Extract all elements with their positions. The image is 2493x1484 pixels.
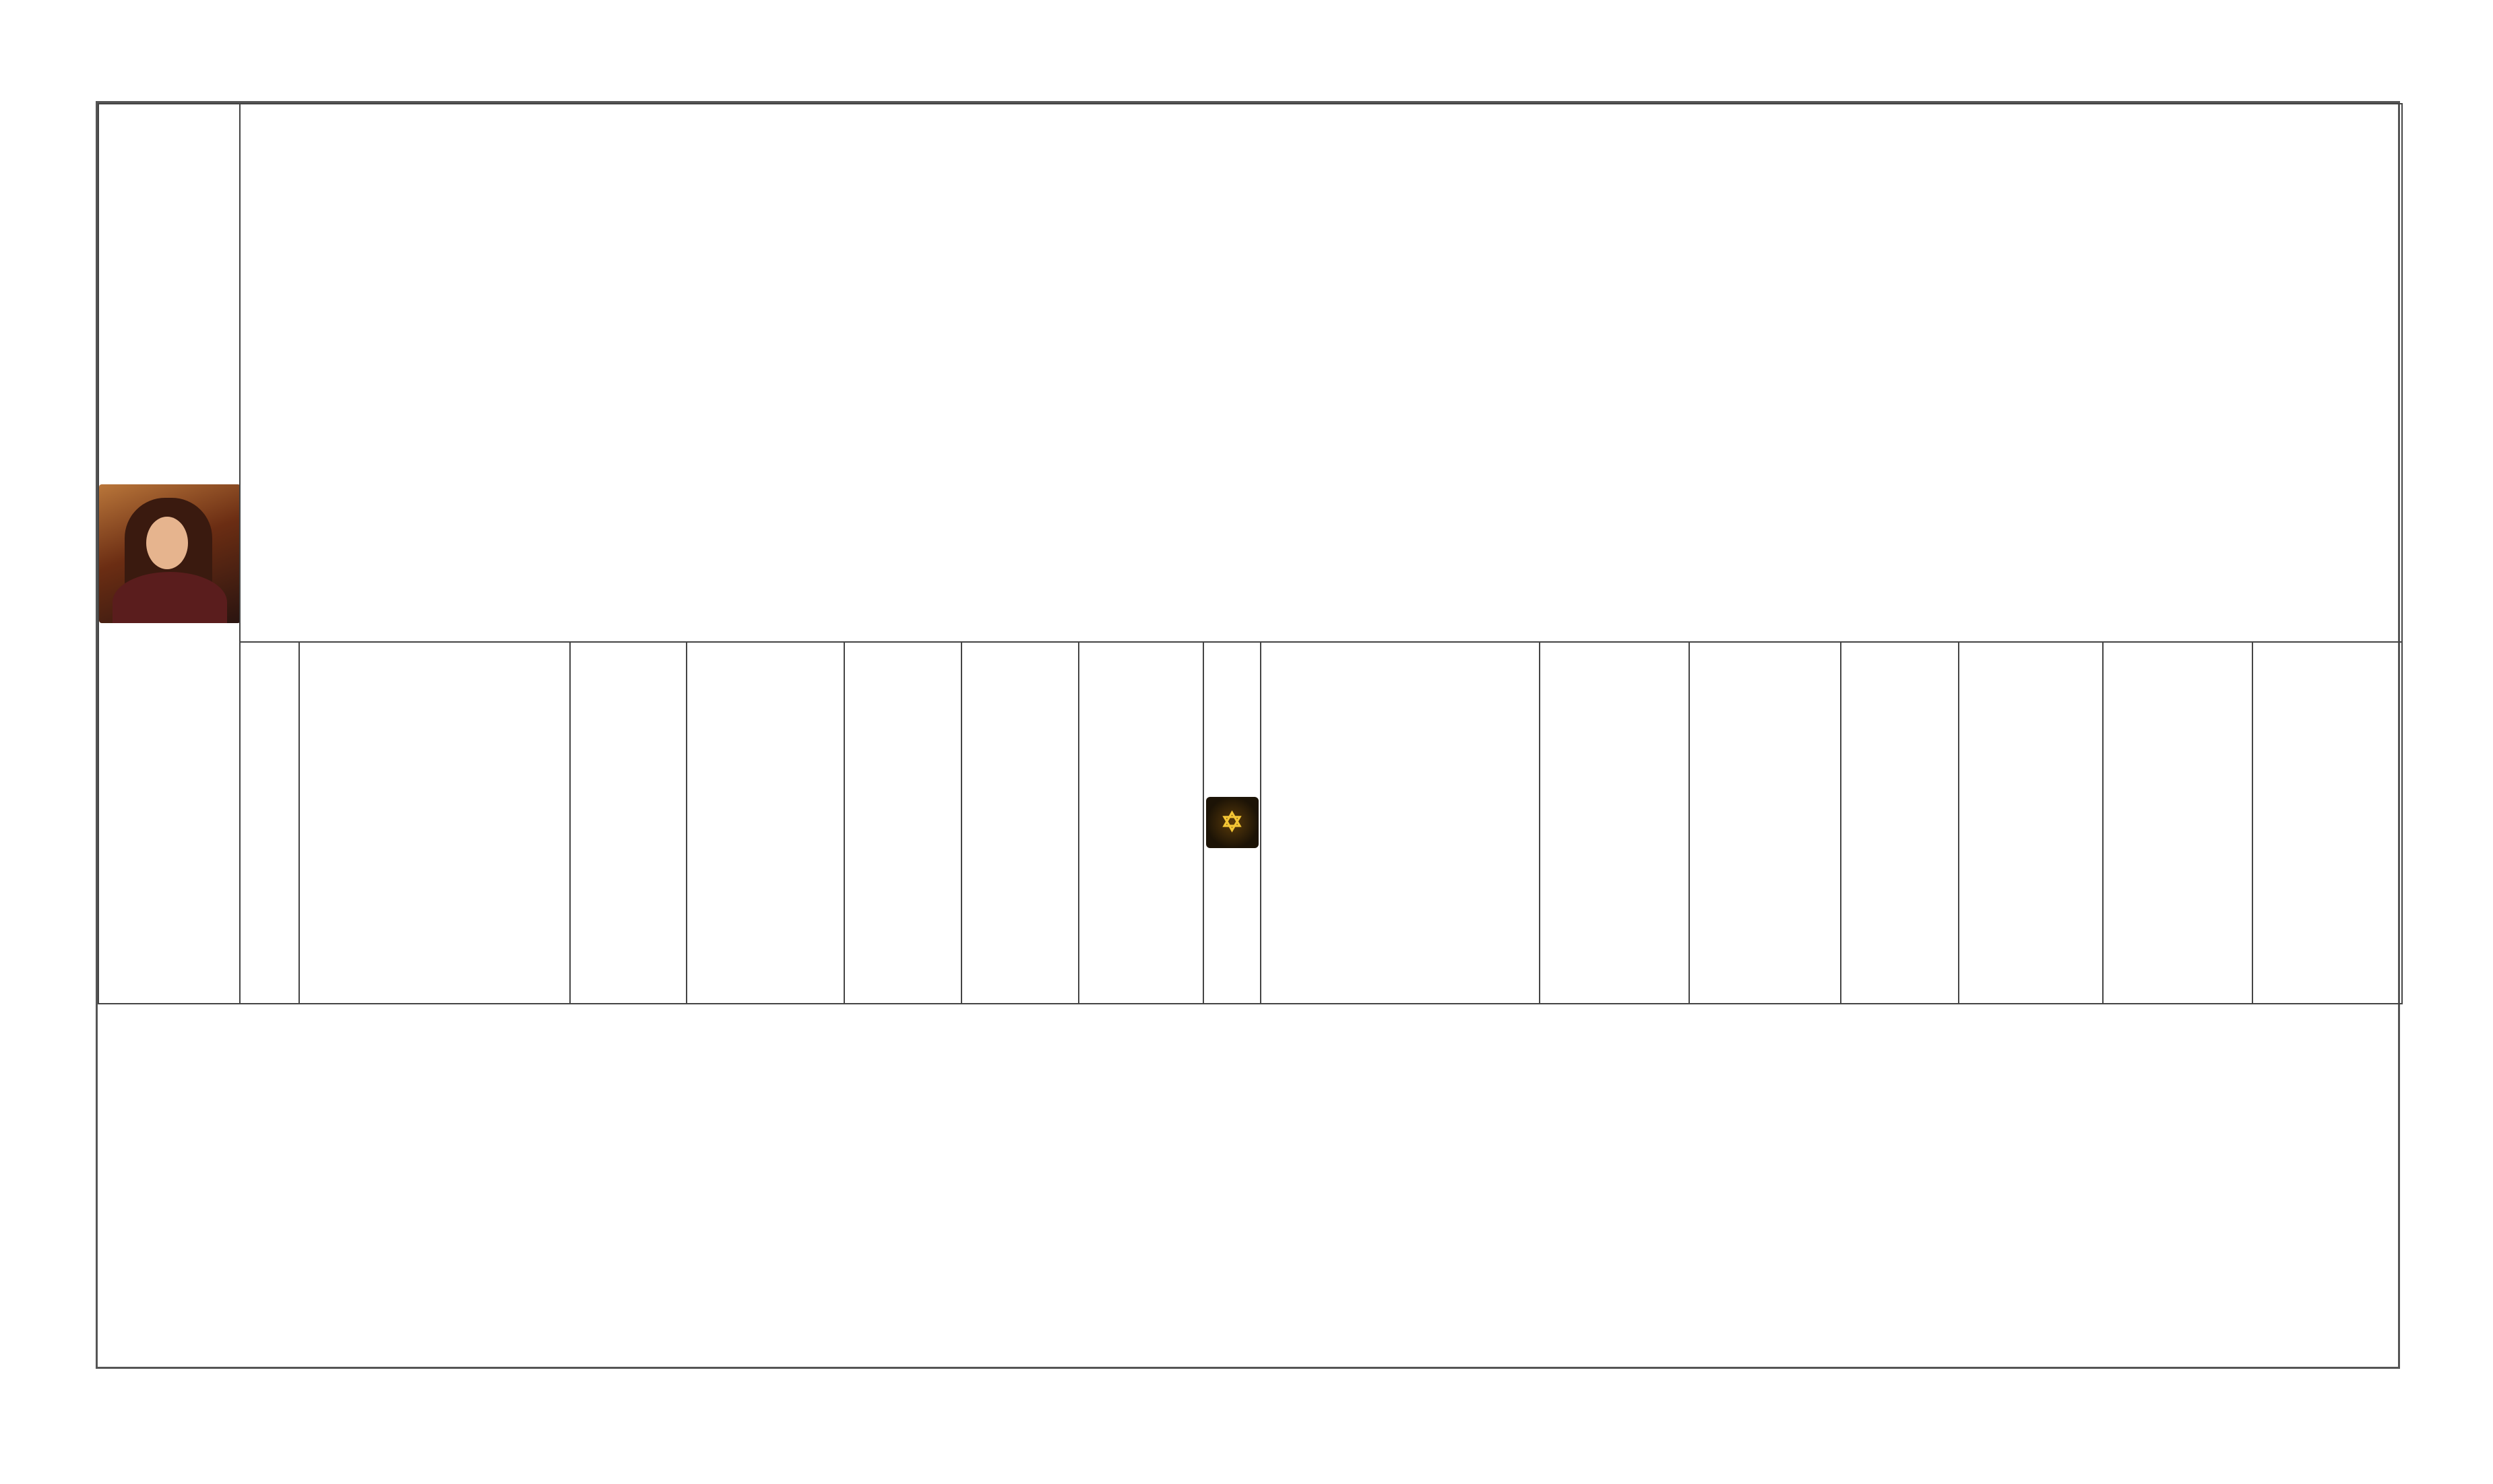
header-right-0 [1261,642,1540,1004]
header-right-2 [1689,642,1841,1004]
header-left-3 [687,642,844,1004]
portrait-cell [98,104,240,1004]
header-right-1 [1540,642,1689,1004]
header-left-2 [570,642,687,1004]
sheet-title [240,104,2402,642]
header-skill-name [299,642,570,1004]
talisman-icon: ✡ [1206,797,1259,848]
header-left-6 [1079,642,1203,1004]
character-portrait [99,484,240,623]
skill-sheet [96,101,2400,1369]
icon-cell [1203,642,1261,1004]
skill-table [98,103,2403,1367]
header-right-5 [2103,642,2252,1004]
header-right-3 [1841,642,1959,1004]
header-right-6 [2252,642,2402,1004]
header-gauntlet-pct [240,642,299,1004]
header-right-4 [1959,642,2103,1004]
header-left-4 [844,642,961,1004]
header-left-5 [961,642,1079,1004]
